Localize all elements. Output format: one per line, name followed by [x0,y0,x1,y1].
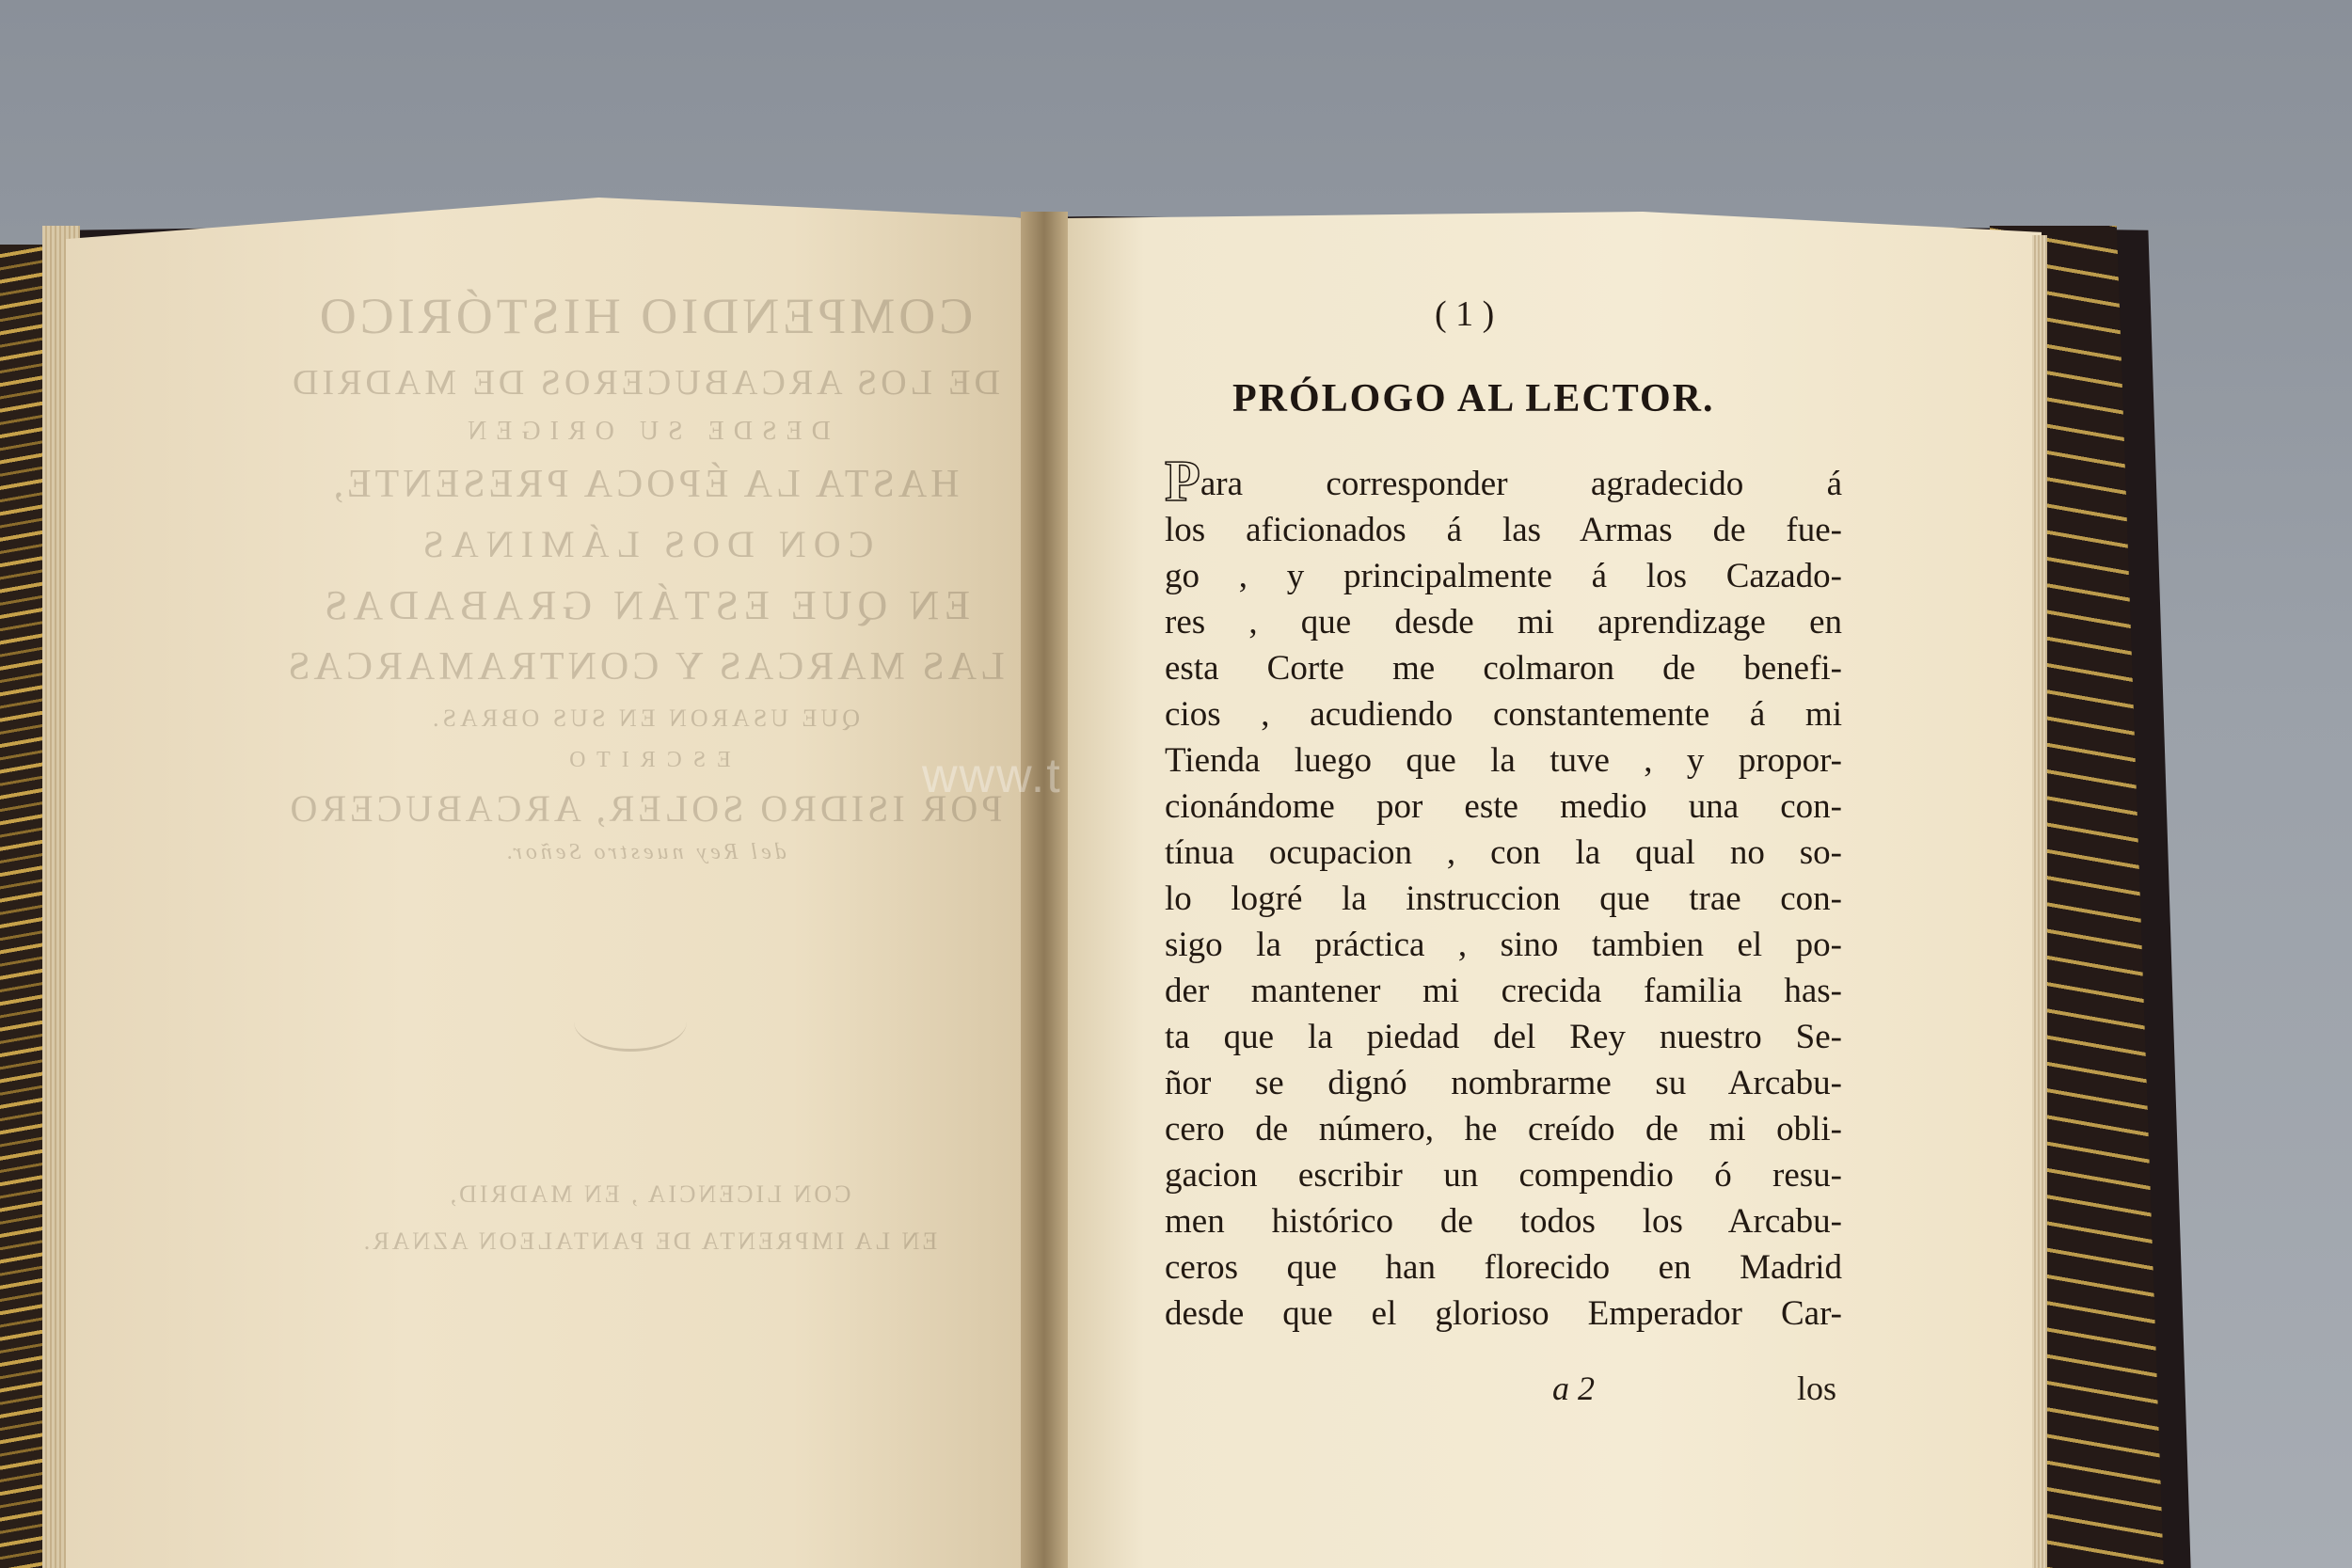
text-line: ceros que han florecido en Madrid [1165,1248,1842,1287]
show-through-title [273,277,1016,865]
text-line: sigo la práctica , sino tambien el po- [1165,926,1842,964]
text-line: ñor se dignó nombrarme su Arcabu- [1165,1064,1842,1102]
text-line: der mantener mi crecida familia has- [1165,972,1842,1010]
text-line: tínua ocupacion , con la qual no so- [1165,833,1842,872]
ghost-line: COMPENDIO HISTÓRICO [315,288,974,344]
ghost-line: EN QUE ESTÁN GRABADAS [319,582,970,628]
ghost-line: LAS MARCAS Y CONTRAMARCAS [284,645,1005,689]
ghost-line: POR ISIDRO SOLER, ARCABUCERO [286,787,1003,830]
text-line: ta que la piedad del Rey nuestro Se- [1165,1018,1842,1056]
text-line: gacion escribir un compendio ó resu- [1165,1156,1842,1195]
catchword: los [1797,1370,1837,1407]
ghost-line: CON DOS LÁMINAS [415,523,874,565]
text-line: los aficionados á las Armas de fue- [1165,511,1842,549]
text-line: cios , acudiendo constantemente á mi [1165,695,1842,734]
drop-cap-letter: P [1165,450,1200,514]
ghost-line: DESDE SU ORIGEN [458,417,831,446]
right-page-edges [2032,235,2047,1568]
text-line: desde que el glorioso Emperador Car- [1165,1294,1842,1333]
ghost-line: del Rey nuestro Señor. [502,840,787,864]
signature-mark: a 2 [1552,1370,1595,1407]
text-line: res , que desde mi aprendizage en [1165,603,1842,641]
ghost-line: DE LOS ARCABUCEROS DE MADRID [289,363,1000,403]
ghost-ornament [574,992,687,1052]
text-line [1165,450,1842,514]
page-number: ( 1 ) [1435,294,1495,334]
book-gutter [1021,212,1068,1568]
text-line: cionándome por este medio una con- [1165,787,1842,826]
ghost-line: HASTA LA ÉPOCA PRESENTE, [329,463,960,506]
ghost-line: QUE USARON EN SUS OBRAS. [429,705,860,732]
body-text [1165,450,1842,1337]
text-line: men histórico de todos los Arcabu- [1165,1202,1842,1241]
chapter-heading: PRÓLOGO AL LECTOR. [1232,377,1715,420]
text-line: esta Corte me colmaron de benefi- [1165,649,1842,688]
text-line-content: ara corresponder agradecido á [1200,465,1842,503]
ghost-line: ESCRITO [558,748,731,772]
watermark: www.t [922,749,1062,803]
gilt-edge-left [0,245,47,1568]
ghost-imprint-line: EN LA IMPRENTA DE PANTALEON AZNAR. [360,1227,938,1255]
text-line: go , y principalmente á los Cazado- [1165,557,1842,595]
text-line: cero de número, he creído de mi obli- [1165,1110,1842,1148]
text-line: lo logré la instruccion que trae con- [1165,879,1842,918]
text-line: Tienda luego que la tuve , y propor- [1165,741,1842,780]
show-through-imprint [292,1180,1007,1275]
ghost-imprint-line: CON LICENCIA , EN MADRID, [447,1180,851,1208]
